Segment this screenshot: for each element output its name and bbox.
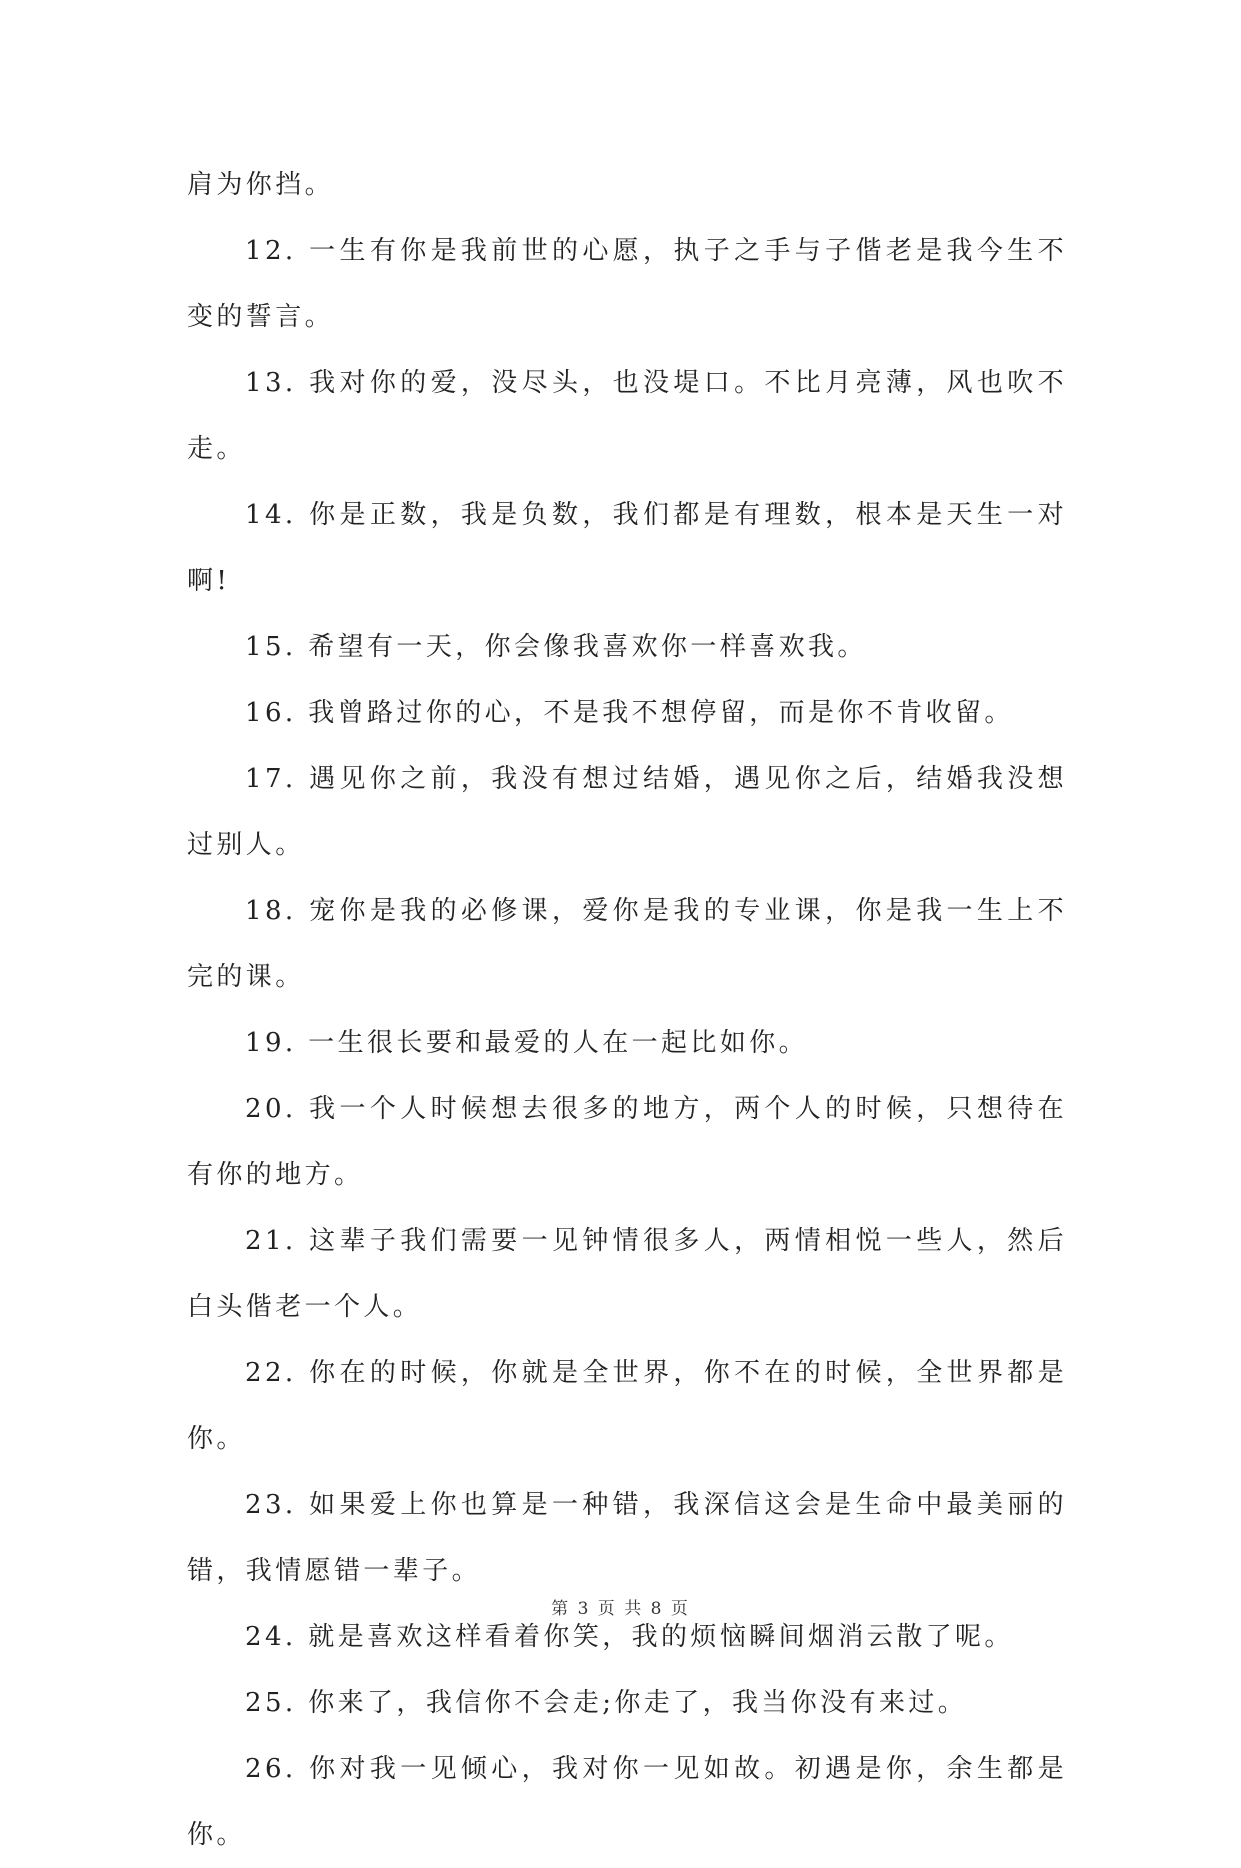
- paragraph-17: 17. 遇见你之前，我没有想过结婚，遇见你之后，结婚我没想过别人。: [187, 764, 1067, 860]
- paragraph-20: 20. 我一个人时候想去很多的地方，两个人的时候，只想待在有你的地方。: [187, 1094, 1067, 1190]
- paragraph-12: 12. 一生有你是我前世的心愿，执子之手与子偕老是我今生不变的誓言。: [187, 236, 1067, 332]
- paragraph-23: 23. 如果爱上你也算是一种错，我深信这会是生命中最美丽的错，我情愿错一辈子。: [187, 1490, 1067, 1586]
- paragraph-14: 14. 你是正数，我是负数，我们都是有理数，根本是天生一对啊!: [187, 500, 1067, 596]
- paragraph-18: 18. 宠你是我的必修课，爱你是我的专业课，你是我一生上不完的课。: [187, 896, 1067, 992]
- paragraph-21: 21. 这辈子我们需要一见钟情很多人，两情相悦一些人，然后白头偕老一个人。: [187, 1226, 1067, 1322]
- paragraph-15: 15. 希望有一天，你会像我喜欢你一样喜欢我。: [245, 632, 867, 662]
- paragraph-22: 22. 你在的时候，你就是全世界，你不在的时候，全世界都是你。: [187, 1358, 1067, 1454]
- paragraph-13: 13. 我对你的爱，没尽头，也没堤口。不比月亮薄，风也吹不走。: [187, 368, 1067, 464]
- paragraph-19: 19. 一生很长要和最爱的人在一起比如你。: [245, 1028, 809, 1058]
- paragraph-16: 16. 我曾路过你的心，不是我不想停留，而是你不肯收留。: [245, 698, 1014, 728]
- paragraph-24: 24. 就是喜欢这样看着你笑，我的烦恼瞬间烟消云散了呢。: [245, 1622, 1014, 1652]
- paragraph-continuation: 肩为你挡。: [187, 170, 335, 200]
- paragraph-25: 25. 你来了，我信你不会走;你走了，我当你没有来过。: [245, 1688, 968, 1718]
- page-number-footer: 第 3 页 共 8 页: [551, 1599, 690, 1619]
- paragraph-26: 26. 你对我一见倾心，我对你一见如故。初遇是你，余生都是你。: [187, 1754, 1067, 1850]
